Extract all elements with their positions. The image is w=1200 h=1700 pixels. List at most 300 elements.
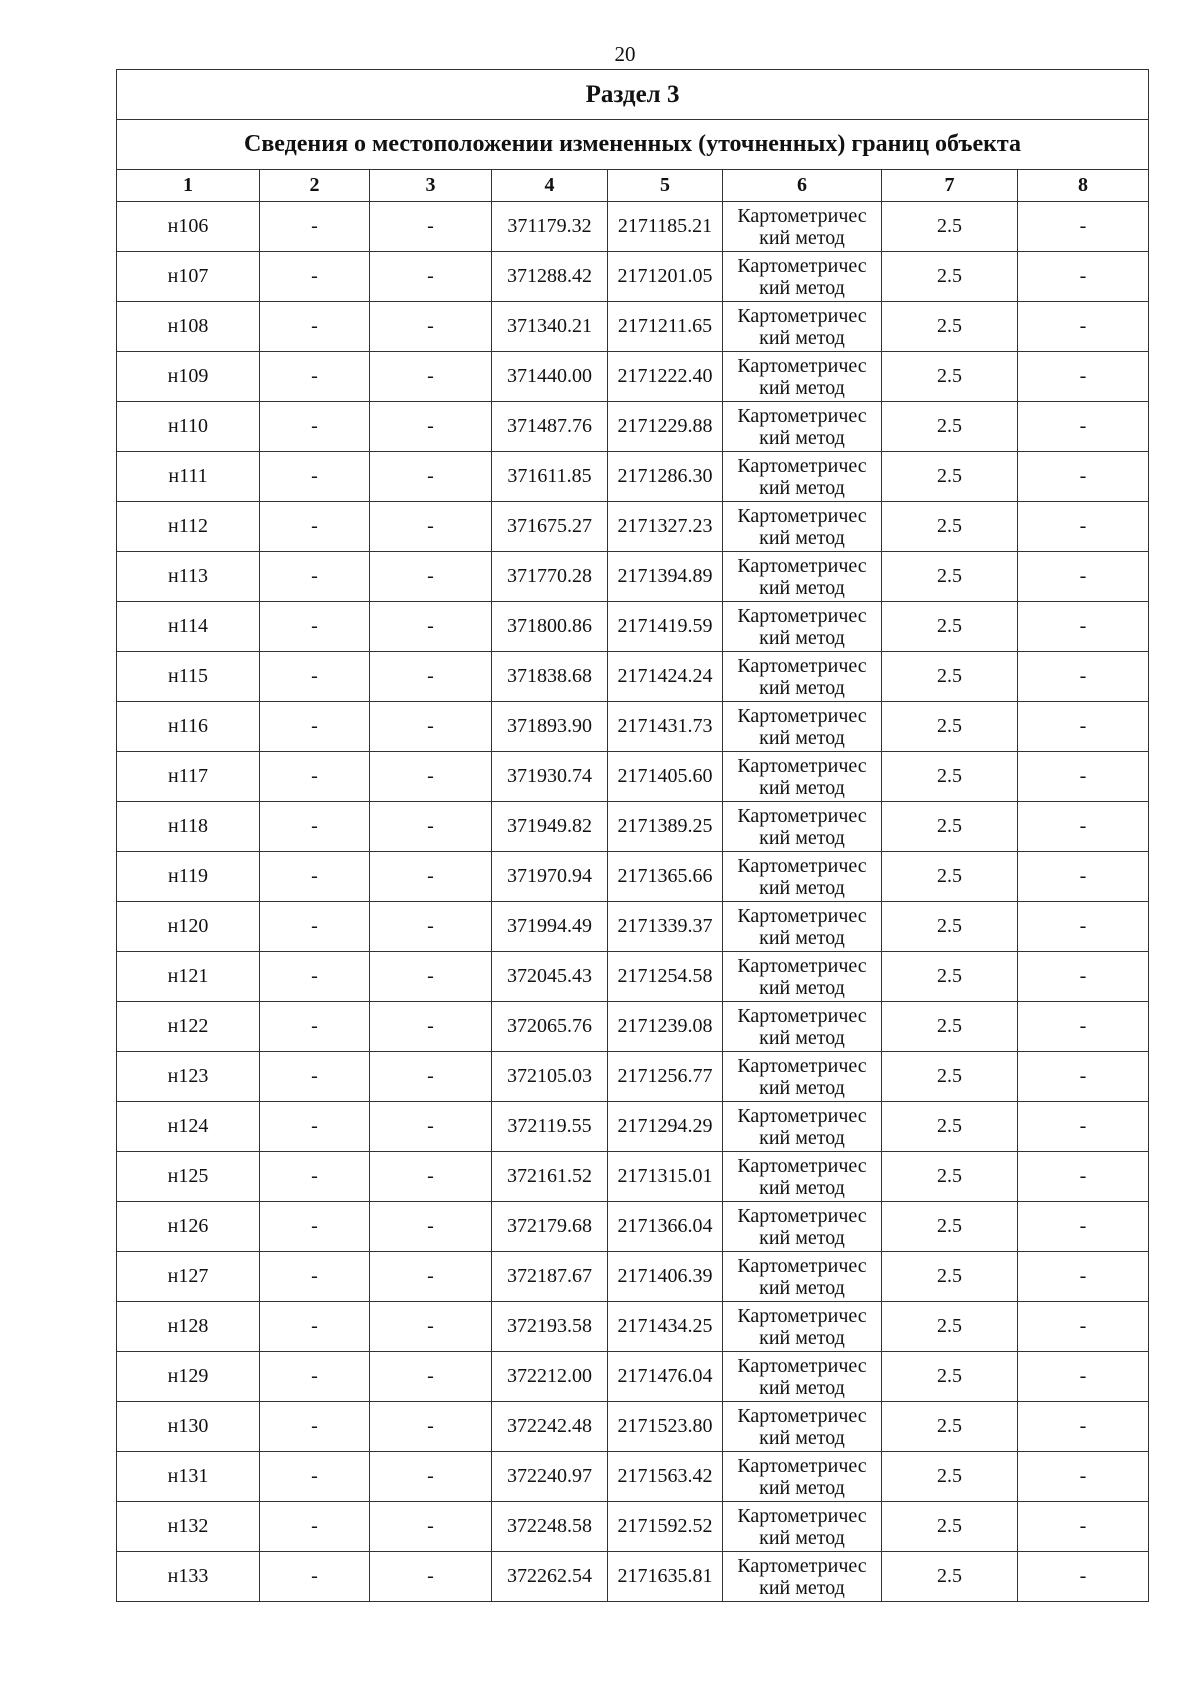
method-text: кий метод — [759, 976, 845, 999]
column-8-cell: - — [1018, 752, 1149, 802]
accuracy-cell: 2.5 — [882, 1452, 1018, 1502]
column-3-cell: - — [370, 502, 492, 552]
column-2-cell: - — [260, 752, 370, 802]
accuracy-cell: 2.5 — [882, 452, 1018, 502]
point-id-cell: н114 — [117, 602, 260, 652]
page-number: 20 — [614, 42, 636, 66]
accuracy-cell: 2.5 — [882, 202, 1018, 252]
column-2-cell: - — [260, 252, 370, 302]
method-cell — [723, 1452, 882, 1502]
accuracy-cell: 2.5 — [882, 702, 1018, 752]
column-3-cell: - — [370, 1152, 492, 1202]
x-coordinate-cell: 371611.85 — [492, 452, 608, 502]
table-row — [117, 652, 1149, 702]
method-text: кий метод — [759, 1526, 845, 1549]
method-text: Картометричес — [737, 1554, 867, 1577]
column-number: 5 — [608, 170, 723, 202]
table-row — [117, 1402, 1149, 1452]
y-coordinate-cell: 2171592.52 — [608, 1502, 723, 1552]
table-row — [117, 852, 1149, 902]
accuracy-cell: 2.5 — [882, 1402, 1018, 1452]
accuracy-cell: 2.5 — [882, 1052, 1018, 1102]
column-2-cell: - — [260, 652, 370, 702]
column-2-cell: - — [260, 1302, 370, 1352]
method-text: кий метод — [759, 676, 845, 699]
method-text: Картометричес — [737, 354, 867, 377]
x-coordinate-cell: 371440.00 — [492, 352, 608, 402]
x-coordinate-cell: 371800.86 — [492, 602, 608, 652]
method-text: Картометричес — [737, 204, 867, 227]
column-2-cell: - — [260, 1452, 370, 1502]
x-coordinate-cell: 372179.68 — [492, 1202, 608, 1252]
y-coordinate-cell: 2171339.37 — [608, 902, 723, 952]
method-text: Картометричес — [737, 554, 867, 577]
point-id-cell: н123 — [117, 1052, 260, 1102]
column-2-cell: - — [260, 1502, 370, 1552]
accuracy-cell: 2.5 — [882, 502, 1018, 552]
table-row — [117, 1352, 1149, 1402]
method-cell — [723, 952, 882, 1002]
point-id-cell: н119 — [117, 852, 260, 902]
column-3-cell: - — [370, 1452, 492, 1502]
method-text: Картометричес — [737, 1354, 867, 1377]
method-text: Картометричес — [737, 804, 867, 827]
method-cell — [723, 552, 882, 602]
column-3-cell: - — [370, 1552, 492, 1602]
column-3-cell: - — [370, 1002, 492, 1052]
method-cell — [723, 802, 882, 852]
point-id-cell: н122 — [117, 1002, 260, 1052]
x-coordinate-cell: 372065.76 — [492, 1002, 608, 1052]
column-3-cell: - — [370, 702, 492, 752]
accuracy-cell: 2.5 — [882, 1502, 1018, 1552]
column-2-cell: - — [260, 452, 370, 502]
method-text: Картометричес — [737, 754, 867, 777]
point-id-cell: н129 — [117, 1352, 260, 1402]
method-text: Картометричес — [737, 504, 867, 527]
method-text: Картометричес — [737, 1054, 867, 1077]
column-8-cell: - — [1018, 652, 1149, 702]
accuracy-cell: 2.5 — [882, 652, 1018, 702]
method-text: кий метод — [759, 1276, 845, 1299]
accuracy-cell: 2.5 — [882, 852, 1018, 902]
column-3-cell: - — [370, 352, 492, 402]
accuracy-cell: 2.5 — [882, 952, 1018, 1002]
point-id-cell: н115 — [117, 652, 260, 702]
accuracy-cell: 2.5 — [882, 1552, 1018, 1602]
x-coordinate-cell: 372212.00 — [492, 1352, 608, 1402]
x-coordinate-cell: 371487.76 — [492, 402, 608, 452]
column-3-cell: - — [370, 202, 492, 252]
y-coordinate-cell: 2171365.66 — [608, 852, 723, 902]
column-8-cell: - — [1018, 1152, 1149, 1202]
point-id-cell: н127 — [117, 1252, 260, 1302]
method-text: Картометричес — [737, 854, 867, 877]
column-number: 3 — [370, 170, 492, 202]
x-coordinate-cell: 371893.90 — [492, 702, 608, 752]
accuracy-cell: 2.5 — [882, 402, 1018, 452]
method-text: кий метод — [759, 276, 845, 299]
coordinates-table — [116, 69, 1149, 1602]
x-coordinate-cell: 371838.68 — [492, 652, 608, 702]
column-3-cell: - — [370, 452, 492, 502]
column-2-cell: - — [260, 702, 370, 752]
method-text: кий метод — [759, 526, 845, 549]
column-8-cell: - — [1018, 552, 1149, 602]
method-text: Картометричес — [737, 1204, 867, 1227]
method-text: кий метод — [759, 1026, 845, 1049]
method-cell — [723, 1402, 882, 1452]
table-row — [117, 602, 1149, 652]
column-3-cell: - — [370, 652, 492, 702]
column-number: 6 — [723, 170, 882, 202]
method-text: кий метод — [759, 1426, 845, 1449]
column-8-cell: - — [1018, 852, 1149, 902]
y-coordinate-cell: 2171211.65 — [608, 302, 723, 352]
y-coordinate-cell: 2171476.04 — [608, 1352, 723, 1402]
accuracy-cell: 2.5 — [882, 902, 1018, 952]
point-id-cell: н130 — [117, 1402, 260, 1452]
table-row — [117, 1302, 1149, 1352]
table-row — [117, 502, 1149, 552]
x-coordinate-cell: 372119.55 — [492, 1102, 608, 1152]
y-coordinate-cell: 2171434.25 — [608, 1302, 723, 1352]
column-3-cell: - — [370, 852, 492, 902]
table-row — [117, 1252, 1149, 1302]
method-text: кий метод — [759, 226, 845, 249]
point-id-cell: н111 — [117, 452, 260, 502]
table-row — [117, 1452, 1149, 1502]
method-text: Картометричес — [737, 454, 867, 477]
y-coordinate-cell: 2171222.40 — [608, 352, 723, 402]
x-coordinate-cell: 371288.42 — [492, 252, 608, 302]
column-3-cell: - — [370, 802, 492, 852]
accuracy-cell: 2.5 — [882, 252, 1018, 302]
x-coordinate-cell: 372105.03 — [492, 1052, 608, 1102]
method-text: кий метод — [759, 626, 845, 649]
column-8-cell: - — [1018, 402, 1149, 452]
column-8-cell: - — [1018, 1402, 1149, 1452]
column-8-cell: - — [1018, 1302, 1149, 1352]
table-row — [117, 1052, 1149, 1102]
point-id-cell: н109 — [117, 352, 260, 402]
point-id-cell: н132 — [117, 1502, 260, 1552]
point-id-cell: н126 — [117, 1202, 260, 1252]
table-row — [117, 1552, 1149, 1602]
column-8-cell: - — [1018, 202, 1149, 252]
method-text: кий метод — [759, 1576, 845, 1599]
method-text: Картометричес — [737, 1254, 867, 1277]
method-text: Картометричес — [737, 704, 867, 727]
column-2-cell: - — [260, 1252, 370, 1302]
y-coordinate-cell: 2171424.24 — [608, 652, 723, 702]
method-text: кий метод — [759, 1126, 845, 1149]
table-row — [117, 802, 1149, 852]
y-coordinate-cell: 2171294.29 — [608, 1102, 723, 1152]
method-cell — [723, 602, 882, 652]
column-number: 7 — [882, 170, 1018, 202]
x-coordinate-cell: 371675.27 — [492, 502, 608, 552]
x-coordinate-cell: 371179.32 — [492, 202, 608, 252]
method-text: Картометричес — [737, 254, 867, 277]
y-coordinate-cell: 2171431.73 — [608, 702, 723, 752]
x-coordinate-cell: 372240.97 — [492, 1452, 608, 1502]
method-text: Картометричес — [737, 1104, 867, 1127]
column-2-cell: - — [260, 902, 370, 952]
column-number: 1 — [117, 170, 260, 202]
y-coordinate-cell: 2171563.42 — [608, 1452, 723, 1502]
table-row — [117, 252, 1149, 302]
method-text: кий метод — [759, 376, 845, 399]
point-id-cell: н128 — [117, 1302, 260, 1352]
method-cell — [723, 1552, 882, 1602]
accuracy-cell: 2.5 — [882, 1002, 1018, 1052]
method-text: Картометричес — [737, 1454, 867, 1477]
point-id-cell: н120 — [117, 902, 260, 952]
x-coordinate-cell: 371930.74 — [492, 752, 608, 802]
y-coordinate-cell: 2171185.21 — [608, 202, 723, 252]
y-coordinate-cell: 2171327.23 — [608, 502, 723, 552]
column-3-cell: - — [370, 402, 492, 452]
column-8-cell: - — [1018, 252, 1149, 302]
method-cell — [723, 302, 882, 352]
column-8-cell: - — [1018, 1552, 1149, 1602]
table-row — [117, 302, 1149, 352]
table-row — [117, 752, 1149, 802]
y-coordinate-cell: 2171406.39 — [608, 1252, 723, 1302]
y-coordinate-cell: 2171229.88 — [608, 402, 723, 452]
y-coordinate-cell: 2171315.01 — [608, 1152, 723, 1202]
column-2-cell: - — [260, 1402, 370, 1452]
column-2-cell: - — [260, 302, 370, 352]
column-8-cell: - — [1018, 1202, 1149, 1252]
x-coordinate-cell: 371970.94 — [492, 852, 608, 902]
column-8-cell: - — [1018, 1352, 1149, 1402]
column-8-cell: - — [1018, 1102, 1149, 1152]
accuracy-cell: 2.5 — [882, 352, 1018, 402]
point-id-cell: н113 — [117, 552, 260, 602]
method-cell — [723, 652, 882, 702]
method-text: Картометричес — [737, 604, 867, 627]
column-3-cell: - — [370, 1302, 492, 1352]
column-3-cell: - — [370, 1102, 492, 1152]
accuracy-cell: 2.5 — [882, 1252, 1018, 1302]
point-id-cell: н110 — [117, 402, 260, 452]
x-coordinate-cell: 371770.28 — [492, 552, 608, 602]
method-cell — [723, 1502, 882, 1552]
column-2-cell: - — [260, 402, 370, 452]
method-text: кий метод — [759, 326, 845, 349]
column-8-cell: - — [1018, 352, 1149, 402]
column-2-cell: - — [260, 1552, 370, 1602]
accuracy-cell: 2.5 — [882, 302, 1018, 352]
table-row — [117, 452, 1149, 502]
method-cell — [723, 1352, 882, 1402]
point-id-cell: н116 — [117, 702, 260, 752]
y-coordinate-cell: 2171239.08 — [608, 1002, 723, 1052]
column-number: 4 — [492, 170, 608, 202]
column-2-cell: - — [260, 1352, 370, 1402]
method-text: кий метод — [759, 726, 845, 749]
column-8-cell: - — [1018, 502, 1149, 552]
method-text: кий метод — [759, 1226, 845, 1249]
method-cell — [723, 202, 882, 252]
table-row — [117, 352, 1149, 402]
y-coordinate-cell: 2171419.59 — [608, 602, 723, 652]
column-8-cell: - — [1018, 1502, 1149, 1552]
method-text: Картометричес — [737, 1404, 867, 1427]
method-text: Картометричес — [737, 304, 867, 327]
y-coordinate-cell: 2171366.04 — [608, 1202, 723, 1252]
table-row — [117, 1202, 1149, 1252]
method-cell — [723, 1102, 882, 1152]
column-8-cell: - — [1018, 1002, 1149, 1052]
method-text: кий метод — [759, 576, 845, 599]
column-2-cell: - — [260, 552, 370, 602]
column-3-cell: - — [370, 552, 492, 602]
method-text: кий метод — [759, 876, 845, 899]
table-row — [117, 1002, 1149, 1052]
y-coordinate-cell: 2171523.80 — [608, 1402, 723, 1452]
column-3-cell: - — [370, 1352, 492, 1402]
column-number: 8 — [1018, 170, 1149, 202]
method-text: Картометричес — [737, 1504, 867, 1527]
column-8-cell: - — [1018, 452, 1149, 502]
table-row — [117, 202, 1149, 252]
y-coordinate-cell: 2171256.77 — [608, 1052, 723, 1102]
column-8-cell: - — [1018, 902, 1149, 952]
column-3-cell: - — [370, 1052, 492, 1102]
method-text: кий метод — [759, 826, 845, 849]
method-text: кий метод — [759, 476, 845, 499]
y-coordinate-cell: 2171201.05 — [608, 252, 723, 302]
column-3-cell: - — [370, 302, 492, 352]
column-number-row — [117, 170, 1149, 202]
table-row — [117, 702, 1149, 752]
y-coordinate-cell: 2171394.89 — [608, 552, 723, 602]
column-3-cell: - — [370, 952, 492, 1002]
point-id-cell: н133 — [117, 1552, 260, 1602]
accuracy-cell: 2.5 — [882, 1352, 1018, 1402]
method-text: Картометричес — [737, 654, 867, 677]
y-coordinate-cell: 2171405.60 — [608, 752, 723, 802]
table-row — [117, 902, 1149, 952]
accuracy-cell: 2.5 — [882, 1302, 1018, 1352]
table-row — [117, 1152, 1149, 1202]
point-id-cell: н106 — [117, 202, 260, 252]
accuracy-cell: 2.5 — [882, 1102, 1018, 1152]
accuracy-cell: 2.5 — [882, 602, 1018, 652]
point-id-cell: н112 — [117, 502, 260, 552]
column-8-cell: - — [1018, 952, 1149, 1002]
column-2-cell: - — [260, 1152, 370, 1202]
accuracy-cell: 2.5 — [882, 802, 1018, 852]
accuracy-cell: 2.5 — [882, 752, 1018, 802]
method-text: кий метод — [759, 776, 845, 799]
accuracy-cell: 2.5 — [882, 1152, 1018, 1202]
method-text: Картометричес — [737, 404, 867, 427]
x-coordinate-cell: 371949.82 — [492, 802, 608, 852]
method-cell — [723, 1152, 882, 1202]
column-8-cell: - — [1018, 1252, 1149, 1302]
table-row — [117, 552, 1149, 602]
column-3-cell: - — [370, 1402, 492, 1452]
point-id-cell: н131 — [117, 1452, 260, 1502]
column-2-cell: - — [260, 1052, 370, 1102]
method-cell — [723, 1052, 882, 1102]
column-2-cell: - — [260, 802, 370, 852]
method-cell — [723, 1252, 882, 1302]
method-text: кий метод — [759, 1476, 845, 1499]
method-cell — [723, 252, 882, 302]
x-coordinate-cell: 372262.54 — [492, 1552, 608, 1602]
column-2-cell: - — [260, 202, 370, 252]
column-2-cell: - — [260, 1002, 370, 1052]
method-cell — [723, 1202, 882, 1252]
section-title: Раздел 3 — [117, 70, 1149, 120]
method-text: кий метод — [759, 1376, 845, 1399]
method-cell — [723, 1002, 882, 1052]
column-8-cell: - — [1018, 602, 1149, 652]
accuracy-cell: 2.5 — [882, 552, 1018, 602]
method-text: кий метод — [759, 1326, 845, 1349]
x-coordinate-cell: 371340.21 — [492, 302, 608, 352]
column-3-cell: - — [370, 752, 492, 802]
column-2-cell: - — [260, 852, 370, 902]
column-number: 2 — [260, 170, 370, 202]
point-id-cell: н121 — [117, 952, 260, 1002]
table-body — [117, 202, 1149, 1602]
method-text: Картометричес — [737, 1154, 867, 1177]
point-id-cell: н124 — [117, 1102, 260, 1152]
column-3-cell: - — [370, 252, 492, 302]
y-coordinate-cell: 2171286.30 — [608, 452, 723, 502]
method-cell — [723, 902, 882, 952]
column-8-cell: - — [1018, 702, 1149, 752]
column-8-cell: - — [1018, 1052, 1149, 1102]
point-id-cell: н125 — [117, 1152, 260, 1202]
method-cell — [723, 502, 882, 552]
method-cell — [723, 452, 882, 502]
x-coordinate-cell: 372045.43 — [492, 952, 608, 1002]
column-2-cell: - — [260, 1102, 370, 1152]
x-coordinate-cell: 371994.49 — [492, 902, 608, 952]
column-2-cell: - — [260, 602, 370, 652]
point-id-cell: н117 — [117, 752, 260, 802]
column-8-cell: - — [1018, 302, 1149, 352]
column-2-cell: - — [260, 352, 370, 402]
column-3-cell: - — [370, 902, 492, 952]
column-2-cell: - — [260, 1202, 370, 1252]
x-coordinate-cell: 372248.58 — [492, 1502, 608, 1552]
method-cell — [723, 852, 882, 902]
accuracy-cell: 2.5 — [882, 1202, 1018, 1252]
column-3-cell: - — [370, 1502, 492, 1552]
x-coordinate-cell: 372242.48 — [492, 1402, 608, 1452]
x-coordinate-cell: 372193.58 — [492, 1302, 608, 1352]
point-id-cell: н118 — [117, 802, 260, 852]
column-3-cell: - — [370, 1252, 492, 1302]
column-8-cell: - — [1018, 1452, 1149, 1502]
method-cell — [723, 1302, 882, 1352]
point-id-cell: н108 — [117, 302, 260, 352]
section-subtitle: Сведения о местоположении измененных (уточненных) границ объекта — [117, 120, 1149, 170]
y-coordinate-cell: 2171254.58 — [608, 952, 723, 1002]
method-cell — [723, 702, 882, 752]
x-coordinate-cell: 372187.67 — [492, 1252, 608, 1302]
column-2-cell: - — [260, 952, 370, 1002]
method-text: кий метод — [759, 926, 845, 949]
